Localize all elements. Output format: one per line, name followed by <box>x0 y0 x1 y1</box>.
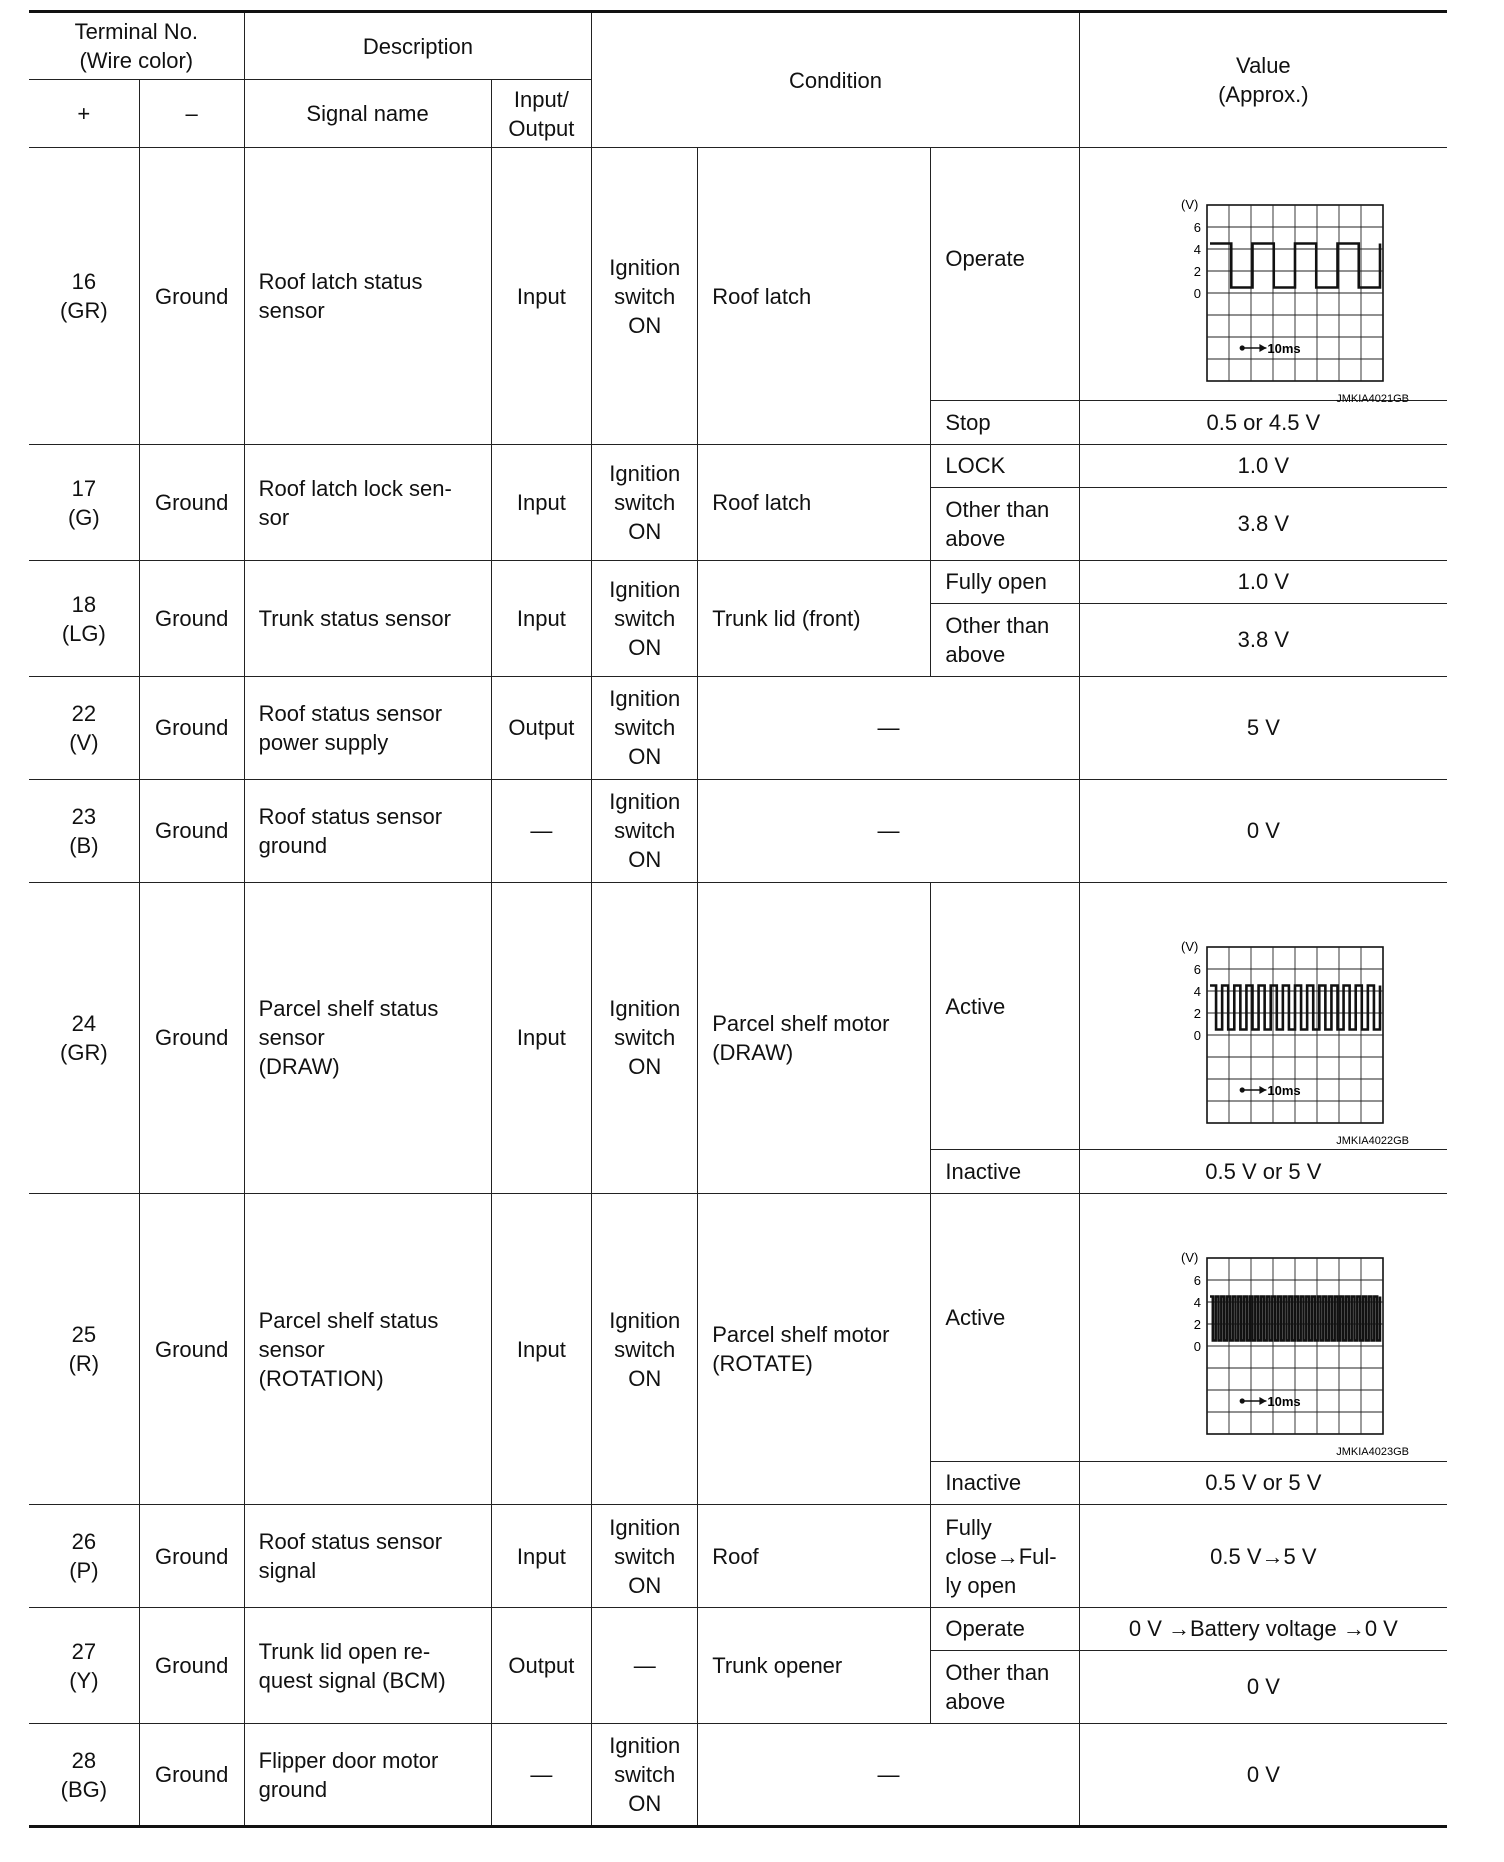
component-cell: Roof latch <box>698 148 931 445</box>
component-cell: Trunk lid (front) <box>698 561 931 677</box>
waveform-graph <box>1113 165 1413 406</box>
component-cell: Roof latch <box>698 445 931 561</box>
state-cell: Stop <box>931 401 1079 445</box>
ground-cell: Ground <box>139 148 244 445</box>
y-axis-unit: (V) <box>1181 1250 1199 1266</box>
figure-code: JMKIA4022GB <box>1336 1134 1410 1147</box>
header-condition: Condition <box>592 12 1079 148</box>
terminal-cell: 17 (G) <box>29 445 139 561</box>
io-cell: — <box>491 1724 592 1827</box>
header-description: Description <box>244 12 592 80</box>
ignition-cell: Ignition switch ON <box>592 445 698 561</box>
ignition-cell: Ignition switch ON <box>592 882 698 1193</box>
ground-cell: Ground <box>139 561 244 677</box>
io-cell: Output <box>491 1608 592 1724</box>
table-row <box>29 445 1447 488</box>
table-row <box>29 1193 1447 1461</box>
ignition-cell: Ignition switch ON <box>592 677 698 780</box>
y-axis-unit: (V) <box>1181 938 1199 954</box>
signal-name-cell: Roof status sensor ground <box>244 779 491 882</box>
waveform-graph <box>1113 907 1413 1147</box>
y-tick-label: 2 <box>1194 1005 1202 1021</box>
signal-name-cell: Flipper door motor ground <box>244 1724 491 1827</box>
ignition-cell: Ignition switch ON <box>592 1724 698 1827</box>
terminal-cell: 26 (P) <box>29 1505 139 1608</box>
value-cell: 0 V →Battery voltage →0 V <box>1079 1608 1447 1651</box>
ground-cell: Ground <box>139 677 244 780</box>
io-cell: Output <box>491 677 592 780</box>
y-tick-label: 0 <box>1194 1027 1202 1043</box>
waveform-trace <box>1210 244 1380 288</box>
condition-dash-cell: — <box>698 779 1080 882</box>
value-cell: 0.5 V or 5 V <box>1079 1461 1447 1505</box>
value-cell: 0 V <box>1079 1650 1447 1723</box>
signal-name-cell: Roof latch status sensor <box>244 148 491 445</box>
waveform-cell <box>1079 148 1447 406</box>
terminal-table <box>29 10 1447 1828</box>
terminal-cell: 16 (GR) <box>29 148 139 445</box>
io-cell: — <box>491 779 592 882</box>
header-plus: + <box>29 80 139 148</box>
component-cell: Trunk opener <box>698 1608 931 1724</box>
y-tick-label: 4 <box>1194 983 1202 999</box>
y-tick-label: 4 <box>1194 242 1202 258</box>
waveform-cell <box>1079 1193 1447 1461</box>
signal-name-cell: Roof latch lock sen- sor <box>244 445 491 561</box>
signal-name-cell: Trunk status sensor <box>244 561 491 677</box>
table-row <box>29 779 1447 882</box>
waveform-graph <box>1113 1218 1413 1459</box>
terminal-cell: 25 (R) <box>29 1193 139 1504</box>
state-cell: Operate <box>931 1608 1079 1651</box>
y-tick-label: 2 <box>1194 1317 1202 1333</box>
state-cell: Active <box>931 882 1079 1150</box>
component-cell: Roof <box>698 1505 931 1608</box>
header-input-output: Input/ Output <box>491 80 592 148</box>
signal-name-cell: Parcel shelf status sensor (DRAW) <box>244 882 491 1193</box>
ground-cell: Ground <box>139 882 244 1193</box>
header-signal-name: Signal name <box>244 80 491 148</box>
state-cell: Active <box>931 1193 1079 1461</box>
state-cell: Other than above <box>931 1650 1079 1723</box>
terminal-cell: 24 (GR) <box>29 882 139 1193</box>
time-scale-arrow-icon <box>1260 1086 1267 1094</box>
component-cell: Parcel shelf motor (ROTATE) <box>698 1193 931 1504</box>
time-scale-label: 10ms <box>1267 1394 1302 1410</box>
state-cell: Inactive <box>931 1150 1079 1194</box>
io-cell: Input <box>491 1505 592 1608</box>
value-cell: 0.5 or 4.5 V <box>1079 401 1447 445</box>
table-row <box>29 1724 1447 1827</box>
table-row <box>29 148 1447 401</box>
table-row <box>29 677 1447 780</box>
io-cell: Input <box>491 148 592 445</box>
time-scale-arrow-icon <box>1260 1397 1267 1405</box>
ground-cell: Ground <box>139 1724 244 1827</box>
time-scale-dot <box>1240 1399 1245 1404</box>
waveform-trace <box>1210 1297 1380 1341</box>
value-cell: 1.0 V <box>1079 445 1447 488</box>
time-scale-label: 10ms <box>1267 1082 1302 1098</box>
ignition-cell: Ignition switch ON <box>592 779 698 882</box>
terminal-cell: 23 (B) <box>29 779 139 882</box>
y-tick-label: 6 <box>1194 220 1202 236</box>
ignition-cell: Ignition switch ON <box>592 1193 698 1504</box>
value-cell: 1.0 V <box>1079 561 1447 604</box>
ignition-cell: Ignition switch ON <box>592 1505 698 1608</box>
header-value: Value (Approx.) <box>1079 12 1447 148</box>
ignition-cell: Ignition switch ON <box>592 561 698 677</box>
time-scale-dot <box>1240 1087 1245 1092</box>
header-minus: – <box>139 80 244 148</box>
state-cell: Other than above <box>931 487 1079 560</box>
value-cell: 0 V <box>1079 1724 1447 1827</box>
y-tick-label: 6 <box>1194 961 1202 977</box>
value-cell: 0.5 V→5 V <box>1079 1505 1447 1608</box>
waveform-cell <box>1079 882 1447 1150</box>
state-cell: Other than above <box>931 603 1079 676</box>
io-cell: Input <box>491 1193 592 1504</box>
y-tick-label: 0 <box>1194 286 1202 302</box>
condition-dash-cell: — <box>698 677 1080 780</box>
signal-name-cell: Parcel shelf status sensor (ROTATION) <box>244 1193 491 1504</box>
ignition-cell: Ignition switch ON <box>592 148 698 445</box>
io-cell: Input <box>491 561 592 677</box>
io-cell: Input <box>491 882 592 1193</box>
table-row <box>29 1608 1447 1651</box>
y-tick-label: 2 <box>1194 264 1202 280</box>
time-scale-label: 10ms <box>1267 341 1302 357</box>
waveform-trace <box>1210 985 1380 1029</box>
terminal-spec-sheet <box>29 10 1447 1828</box>
ground-cell: Ground <box>139 1193 244 1504</box>
signal-name-cell: Trunk lid open re- quest signal (BCM) <box>244 1608 491 1724</box>
ground-cell: Ground <box>139 1505 244 1608</box>
figure-code: JMKIA4023GB <box>1336 1446 1410 1459</box>
terminal-cell: 27 (Y) <box>29 1608 139 1724</box>
y-tick-label: 6 <box>1194 1273 1202 1289</box>
signal-name-cell: Roof status sensor power supply <box>244 677 491 780</box>
ground-cell: Ground <box>139 445 244 561</box>
time-scale-dot <box>1240 346 1245 351</box>
state-cell: Fully close→Ful- ly open <box>931 1505 1079 1608</box>
signal-name-cell: Roof status sensor signal <box>244 1505 491 1608</box>
value-cell: 3.8 V <box>1079 487 1447 560</box>
state-cell: Operate <box>931 148 1079 401</box>
terminal-cell: 28 (BG) <box>29 1724 139 1827</box>
y-tick-label: 4 <box>1194 1295 1202 1311</box>
ignition-cell: — <box>592 1608 698 1724</box>
header-terminal: Terminal No. (Wire color) <box>29 12 244 80</box>
figure-code: JMKIA4021GB <box>1336 393 1410 406</box>
y-axis-unit: (V) <box>1181 197 1199 213</box>
value-cell: 0.5 V or 5 V <box>1079 1150 1447 1194</box>
table-row <box>29 882 1447 1150</box>
ground-cell: Ground <box>139 1608 244 1724</box>
table-row <box>29 561 1447 604</box>
state-cell: Inactive <box>931 1461 1079 1505</box>
time-scale-arrow-icon <box>1260 344 1267 352</box>
table-row <box>29 1505 1447 1608</box>
component-cell: Parcel shelf motor (DRAW) <box>698 882 931 1193</box>
y-tick-label: 0 <box>1194 1339 1202 1355</box>
value-cell: 3.8 V <box>1079 603 1447 676</box>
io-cell: Input <box>491 445 592 561</box>
state-cell: Fully open <box>931 561 1079 604</box>
terminal-cell: 22 (V) <box>29 677 139 780</box>
state-cell: LOCK <box>931 445 1079 488</box>
ground-cell: Ground <box>139 779 244 882</box>
value-cell: 0 V <box>1079 779 1447 882</box>
terminal-cell: 18 (LG) <box>29 561 139 677</box>
value-cell: 5 V <box>1079 677 1447 780</box>
condition-dash-cell: — <box>698 1724 1080 1827</box>
